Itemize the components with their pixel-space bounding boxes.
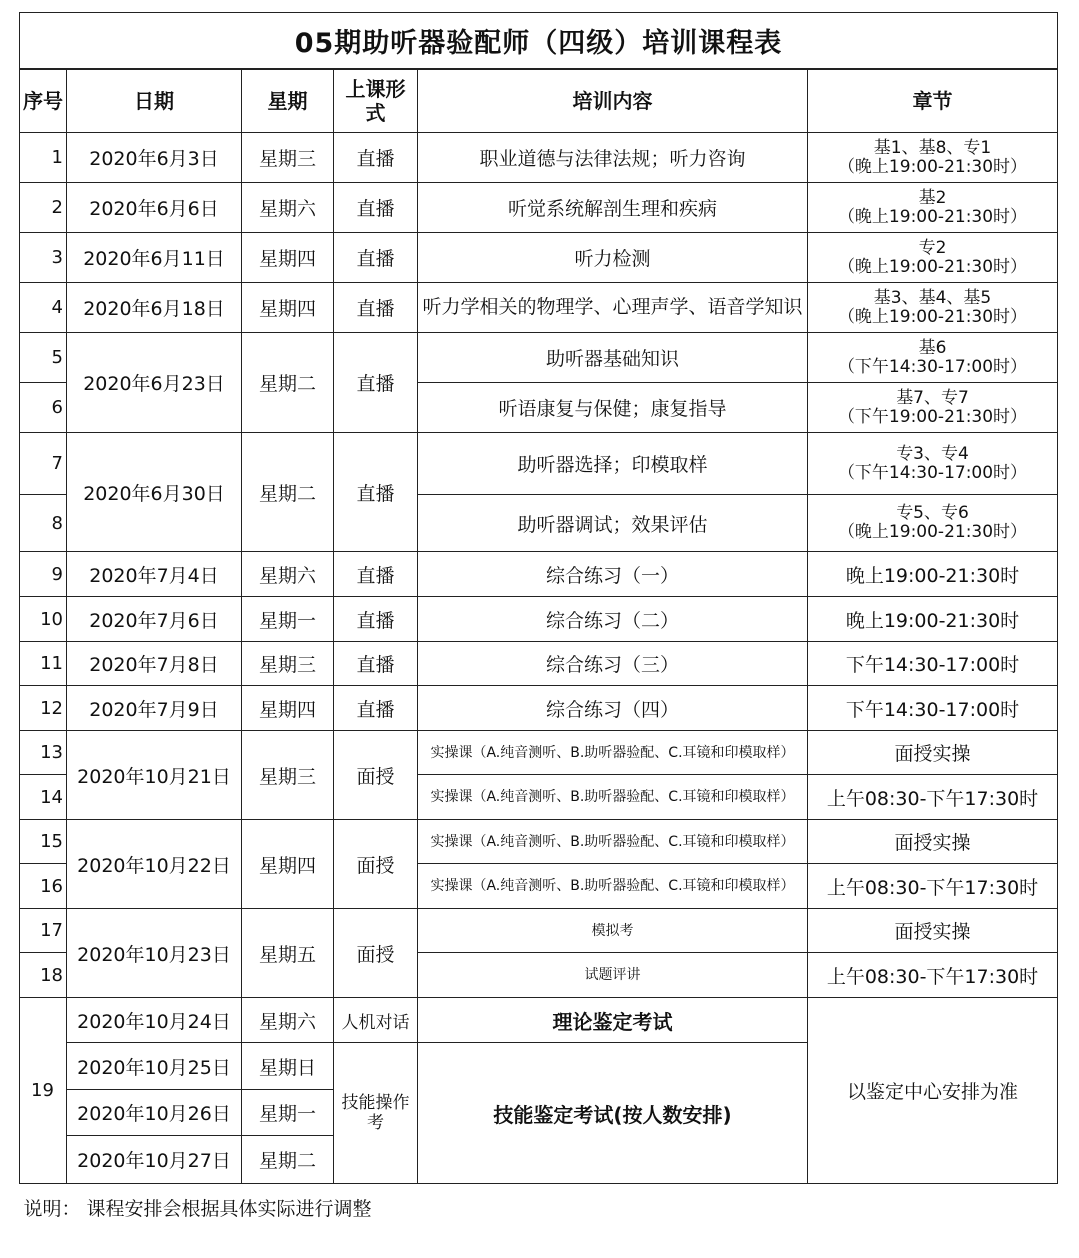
header-date: 日期 — [67, 69, 242, 133]
row-content: 助听器调试；效果评估 — [418, 495, 808, 552]
row-mode: 面授 — [334, 909, 418, 998]
row-mode: 直播 — [334, 283, 418, 333]
exam-content-theory: 理论鉴定考试 — [418, 998, 808, 1043]
table-row — [20, 233, 1058, 283]
table-row — [20, 552, 1058, 597]
row-content: 综合练习（四） — [418, 686, 808, 731]
table-row — [20, 283, 1058, 333]
table-row — [20, 731, 1058, 775]
row-chapter — [808, 333, 1058, 383]
chapter-time: （下午14:30-17:00时） — [837, 356, 1028, 377]
row-mode: 直播 — [334, 642, 418, 686]
row-chapter — [808, 433, 1058, 495]
chapter-units: 专3、专4 — [896, 443, 969, 464]
row-seq: 6 — [20, 383, 67, 433]
row-content: 实操课（A.纯音测听、B.助听器验配、C.耳镜和印模取样） — [418, 731, 808, 775]
chapter-time: （下午19:00-21:30时） — [837, 406, 1028, 427]
row-date: 2020年6月30日 — [67, 433, 242, 552]
table-row — [20, 998, 1058, 1043]
row-weekday: 星期三 — [242, 642, 334, 686]
row-chapter: 下午14:30-17:00时 — [808, 686, 1058, 731]
row-chapter: 上午08:30-下午17:30时 — [808, 775, 1058, 820]
row-seq: 7 — [20, 433, 67, 495]
table-row — [20, 183, 1058, 233]
row-weekday: 星期六 — [242, 183, 334, 233]
chapter-units: 基2 — [918, 187, 947, 208]
row-weekday: 星期二 — [242, 333, 334, 433]
row-content: 听觉系统解剖生理和疾病 — [418, 183, 808, 233]
exam-weekday: 星期日 — [242, 1043, 334, 1090]
schedule-table — [19, 12, 1058, 1230]
row-weekday: 星期三 — [242, 133, 334, 183]
row-content: 助听器选择；印模取样 — [418, 433, 808, 495]
row-chapter: 上午08:30-下午17:30时 — [808, 864, 1058, 909]
row-weekday: 星期四 — [242, 820, 334, 909]
chapter-time: （晚上19:00-21:30时） — [837, 256, 1028, 277]
header-weekday: 星期 — [242, 69, 334, 133]
row-seq: 10 — [20, 597, 67, 642]
row-seq: 2 — [20, 183, 67, 233]
chapter-units: 基6 — [918, 337, 947, 358]
header-content: 培训内容 — [418, 69, 808, 133]
row-mode: 面授 — [334, 731, 418, 820]
exam-weekday: 星期二 — [242, 1136, 334, 1184]
row-date: 2020年6月23日 — [67, 333, 242, 433]
exam-chapter: 以鉴定中心安排为准 — [808, 998, 1058, 1184]
row-mode: 直播 — [334, 233, 418, 283]
row-chapter: 晚上19:00-21:30时 — [808, 552, 1058, 597]
table-row — [20, 433, 1058, 495]
row-seq: 1 — [20, 133, 67, 183]
schedule-sheet — [19, 12, 1057, 1230]
row-seq: 16 — [20, 864, 67, 909]
footnote: 说明： 课程安排会根据具体实际进行调整 — [20, 1184, 1058, 1231]
row-mode: 直播 — [334, 133, 418, 183]
row-seq: 12 — [20, 686, 67, 731]
row-seq: 15 — [20, 820, 67, 864]
chapter-time: （晚上19:00-21:30时） — [837, 522, 1028, 542]
row-content: 听语康复与保健；康复指导 — [418, 383, 808, 433]
row-date: 2020年6月18日 — [67, 283, 242, 333]
exam-weekday: 星期六 — [242, 998, 334, 1043]
row-chapter: 晚上19:00-21:30时 — [808, 597, 1058, 642]
table-row — [20, 133, 1058, 183]
row-weekday: 星期五 — [242, 909, 334, 998]
row-content: 听力检测 — [418, 233, 808, 283]
page-title: 05期助听器验配师（四级）培训课程表 — [20, 13, 1058, 70]
exam-date: 2020年10月26日 — [67, 1090, 242, 1136]
header-chapter: 章节 — [808, 69, 1058, 133]
row-chapter: 下午14:30-17:00时 — [808, 642, 1058, 686]
row-mode: 直播 — [334, 433, 418, 552]
row-chapter: 面授实操 — [808, 909, 1058, 953]
chapter-units: 基3、基4、基5 — [873, 287, 992, 308]
table-row — [20, 333, 1058, 383]
exam-weekday: 星期一 — [242, 1090, 334, 1136]
row-seq: 18 — [20, 953, 67, 998]
row-weekday: 星期四 — [242, 283, 334, 333]
row-seq: 5 — [20, 333, 67, 383]
row-content: 助听器基础知识 — [418, 333, 808, 383]
exam-date: 2020年10月24日 — [67, 998, 242, 1043]
row-date: 2020年6月3日 — [67, 133, 242, 183]
row-date: 2020年10月23日 — [67, 909, 242, 998]
exam-mode-theory: 人机对话 — [334, 998, 418, 1043]
row-date: 2020年10月22日 — [67, 820, 242, 909]
row-mode: 面授 — [334, 820, 418, 909]
row-date: 2020年7月9日 — [67, 686, 242, 731]
row-chapter: 上午08:30-下午17:30时 — [808, 953, 1058, 998]
row-content: 实操课（A.纯音测听、B.助听器验配、C.耳镜和印模取样） — [418, 864, 808, 909]
row-content: 试题评讲 — [418, 953, 808, 998]
table-row — [20, 909, 1058, 953]
row-chapter: 面授实操 — [808, 731, 1058, 775]
row-seq: 13 — [20, 731, 67, 775]
chapter-time: （晚上19:00-21:30时） — [837, 206, 1028, 227]
row-date: 2020年10月21日 — [67, 731, 242, 820]
row-chapter — [808, 283, 1058, 333]
header-mode: 上课形式 — [334, 69, 418, 133]
row-content: 综合练习（一） — [418, 552, 808, 597]
row-weekday: 星期三 — [242, 731, 334, 820]
row-content: 综合练习（三） — [418, 642, 808, 686]
chapter-time: （晚上19:00-21:30时） — [837, 156, 1028, 177]
table-row — [20, 642, 1058, 686]
row-mode: 直播 — [334, 597, 418, 642]
row-weekday: 星期六 — [242, 552, 334, 597]
row-chapter — [808, 133, 1058, 183]
row-weekday: 星期四 — [242, 686, 334, 731]
chapter-units: 基7、专7 — [896, 387, 969, 408]
chapter-units: 专2 — [918, 237, 947, 258]
table-row — [20, 820, 1058, 864]
row-chapter — [808, 233, 1058, 283]
row-mode: 直播 — [334, 333, 418, 433]
row-seq: 3 — [20, 233, 67, 283]
chapter-units: 专5、专6 — [896, 503, 969, 523]
row-seq: 14 — [20, 775, 67, 820]
row-seq: 8 — [20, 495, 67, 552]
row-content: 综合练习（二） — [418, 597, 808, 642]
row-seq: 17 — [20, 909, 67, 953]
row-mode: 直播 — [334, 183, 418, 233]
exam-mode-skill: 技能操作考 — [334, 1043, 418, 1184]
row-weekday: 星期四 — [242, 233, 334, 283]
row-date: 2020年7月4日 — [67, 552, 242, 597]
row-seq: 19 — [20, 998, 67, 1184]
row-seq: 11 — [20, 642, 67, 686]
chapter-time: （晚上19:00-21:30时） — [837, 306, 1028, 327]
row-content: 模拟考 — [418, 909, 808, 953]
table-row — [20, 686, 1058, 731]
row-content: 实操课（A.纯音测听、B.助听器验配、C.耳镜和印模取样） — [418, 820, 808, 864]
exam-date: 2020年10月27日 — [67, 1136, 242, 1184]
row-seq: 9 — [20, 552, 67, 597]
row-date: 2020年7月8日 — [67, 642, 242, 686]
row-chapter — [808, 183, 1058, 233]
chapter-time: （下午14:30-17:00时） — [837, 462, 1028, 483]
row-mode: 直播 — [334, 686, 418, 731]
table-header — [20, 69, 1058, 133]
row-weekday: 星期一 — [242, 597, 334, 642]
row-seq: 4 — [20, 283, 67, 333]
row-content: 职业道德与法律法规；听力咨询 — [418, 133, 808, 183]
row-chapter — [808, 495, 1058, 552]
row-content: 听力学相关的物理学、心理声学、语音学知识 — [418, 283, 808, 333]
row-content: 实操课（A.纯音测听、B.助听器验配、C.耳镜和印模取样） — [418, 775, 808, 820]
row-date: 2020年7月6日 — [67, 597, 242, 642]
header-seq: 序号 — [20, 69, 67, 133]
chapter-units: 基1、基8、专1 — [873, 137, 992, 158]
row-chapter: 面授实操 — [808, 820, 1058, 864]
row-date: 2020年6月11日 — [67, 233, 242, 283]
row-date: 2020年6月6日 — [67, 183, 242, 233]
row-weekday: 星期二 — [242, 433, 334, 552]
row-chapter — [808, 383, 1058, 433]
row-mode: 直播 — [334, 552, 418, 597]
exam-content-skill: 技能鉴定考试(按人数安排) — [418, 1043, 808, 1184]
exam-date: 2020年10月25日 — [67, 1043, 242, 1090]
table-row — [20, 597, 1058, 642]
